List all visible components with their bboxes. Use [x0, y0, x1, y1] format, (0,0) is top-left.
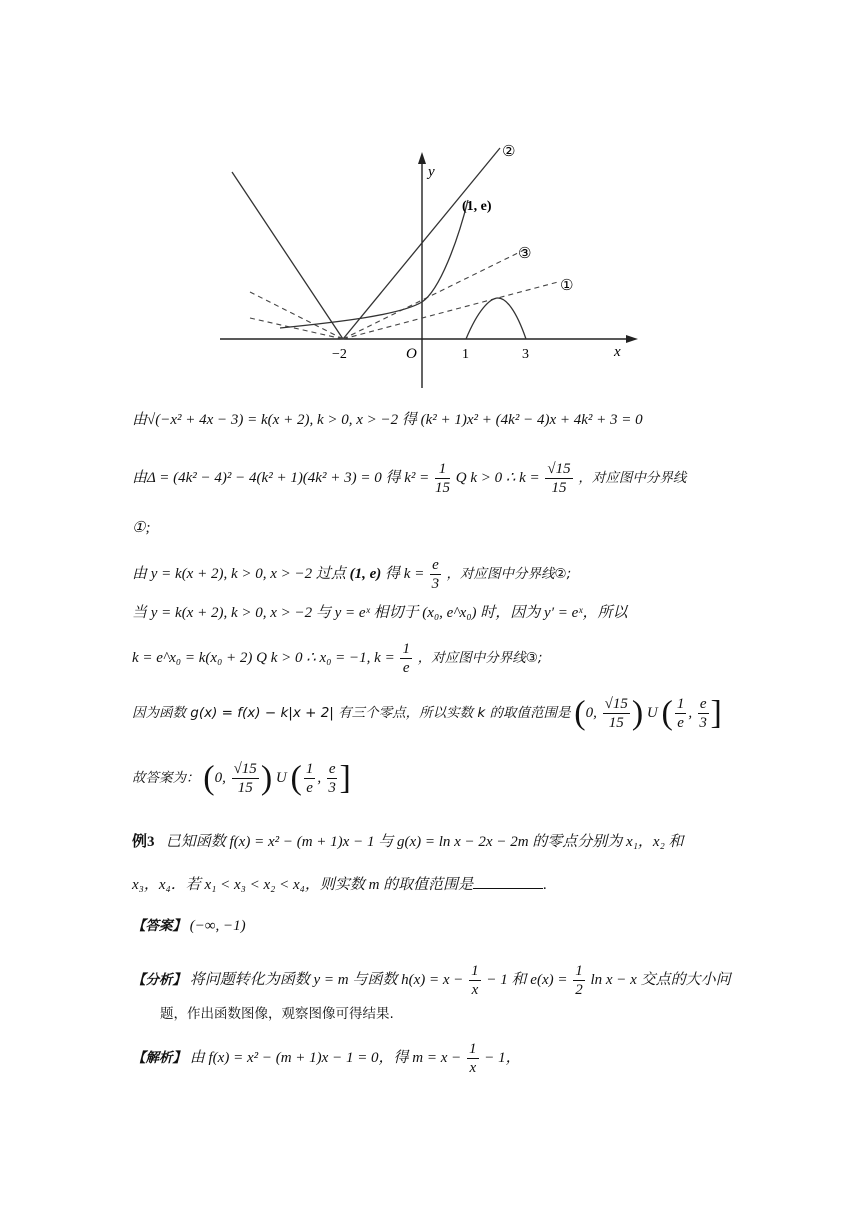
text-line-9-b: 已知函数 f(x) = x² − (m + 1)x − 1 与 g(x) = ln x − 2x − 2m 的零点分别为 x₁，x₂ 和 — [165, 834, 684, 850]
fraction-1-15: $\frac{1}{15}$ — [434, 461, 450, 496]
fraction-range-1: $\frac{√15}{15}$ — [604, 696, 628, 731]
text-line-3: ①; — [132, 520, 151, 536]
boundary-line-3-right — [343, 248, 528, 339]
line-label-3: ③ — [518, 244, 532, 262]
answer-prefix: 故答案为： — [132, 769, 200, 786]
text-line-7: 因为函数 g(x) = f(x) − k|x + 2| 有三个零点，所以实数 k 的取值范围是 (0, $\frac{√15}{15}$ ) U ( $\frac{1}{e}$ , $\frac{e}{3}$ ] — [132, 694, 722, 732]
exp-curve — [280, 200, 468, 328]
union-symbol: U — [646, 704, 658, 721]
text-line-6-c: ，对应图中分界线③; — [417, 649, 543, 666]
tick-label-minus-2: −2 — [332, 347, 347, 362]
text-line-5: 当 y = k(x + 2), k > 0, x > −2 与 y = eˣ 相切于 (x₀, e^x₀) 时，因为 y′ = eˣ，所以 — [132, 605, 628, 621]
text-line-6 — [132, 640, 542, 677]
text-line-4 — [132, 556, 571, 593]
fraction-range-3: $\frac{e}{3}$ — [699, 696, 707, 731]
y-axis-label: y — [428, 164, 435, 180]
text-line-2-c: ，对应图中分界线 — [578, 469, 687, 486]
range-start: 0, — [585, 704, 597, 721]
text-line-11 — [132, 916, 246, 936]
text-line-12: 【分析】 将问题转化为函数 y = m 与函数 h(x) = x − $\frac{1}{x}$ − 1 和 e(x) = $\frac{1}{2}$ ln x − x 交点的大小问 — [132, 963, 731, 998]
boundary-line-1 — [250, 318, 343, 339]
fraction-1-e: $\frac{1}{e}$ — [402, 641, 410, 676]
text-line-4-point: (1, e) — [349, 565, 382, 582]
answer-tag: 【答案】 — [132, 918, 186, 934]
fraction-e-3: $\frac{e}{3}$ — [431, 557, 440, 592]
text-line-2-a: 由Δ = (4k² − 4)² − 4(k² + 1)(4k² + 3) = 0 得 k² = — [132, 469, 430, 486]
function-graph-figure — [210, 140, 650, 390]
line-label-2: ② — [502, 142, 516, 160]
text-line-1: 由√(−x² + 4x − 3) = k(x + 2), k > 0, x > −2 得 (k² + 1)x² + (4k² − 4)x + 4k² + 3 = 0 — [132, 412, 643, 428]
boundary-line-1-right — [343, 282, 558, 339]
text-line-4-c: ，对应图中分界线②; — [446, 565, 572, 582]
text-line-14: 【解析】 由 f(x) = x² − (m + 1)x − 1 = 0，得 m = x − $\frac{1}{x}$ − 1， — [132, 1041, 521, 1076]
point-label: (1, e) — [462, 199, 492, 214]
x-axis-label: x — [614, 344, 621, 360]
v-left-line — [232, 172, 343, 339]
fraction-range-2: $\frac{1}{e}$ — [676, 696, 685, 731]
boundary-line-3 — [250, 292, 343, 339]
text-line-13: 题，作出函数图像，观察图像可得结果. — [160, 1006, 394, 1022]
text-line-7-a: 因为函数 g(x) = f(x) − k|x + 2| 有三个零点，所以实数 k 的取值范围是 — [132, 704, 571, 721]
origin-label: O — [406, 346, 417, 362]
text-line-4-a: 由 y = k(x + 2), k > 0, x > −2 过点 — [132, 565, 346, 582]
text-line-2-b: Q k > 0 ∴ k = — [455, 469, 540, 486]
text-line-10: x₃，x₄．若 x₁ < x₃ < x₂ < x₄，则实数 m 的取值范围是 . — [132, 874, 547, 895]
line-label-1: ① — [560, 276, 574, 294]
answer-value: (−∞, −1) — [189, 918, 246, 934]
text-line-2 — [132, 460, 686, 497]
fraction-sqrt15-15: $\frac{√15}{15}$ — [547, 461, 571, 496]
analysis-tag: 【分析】 — [132, 971, 186, 988]
text-line-4-b: 得 k = — [385, 565, 425, 582]
solution-tag: 【解析】 — [132, 1049, 186, 1066]
y-axis-arrow-icon — [418, 152, 426, 164]
text-line-9 — [132, 832, 684, 852]
text-line-6-a: k = e^x₀ = k(x₀ + 2) Q k > 0 ∴ x₀ = −1, k = — [132, 649, 395, 666]
tick-label-1: 1 — [462, 347, 469, 362]
x-axis-arrow-icon — [626, 335, 638, 343]
answer-blank — [473, 874, 543, 889]
tick-label-3: 3 — [522, 347, 529, 362]
text-line-8: 故答案为： (0, $\frac{√15}{15}$ ) U ( $\frac{1}{e}$ , $\frac{e}{3}$ ] — [132, 759, 351, 797]
example-label: 例3 — [132, 834, 155, 850]
